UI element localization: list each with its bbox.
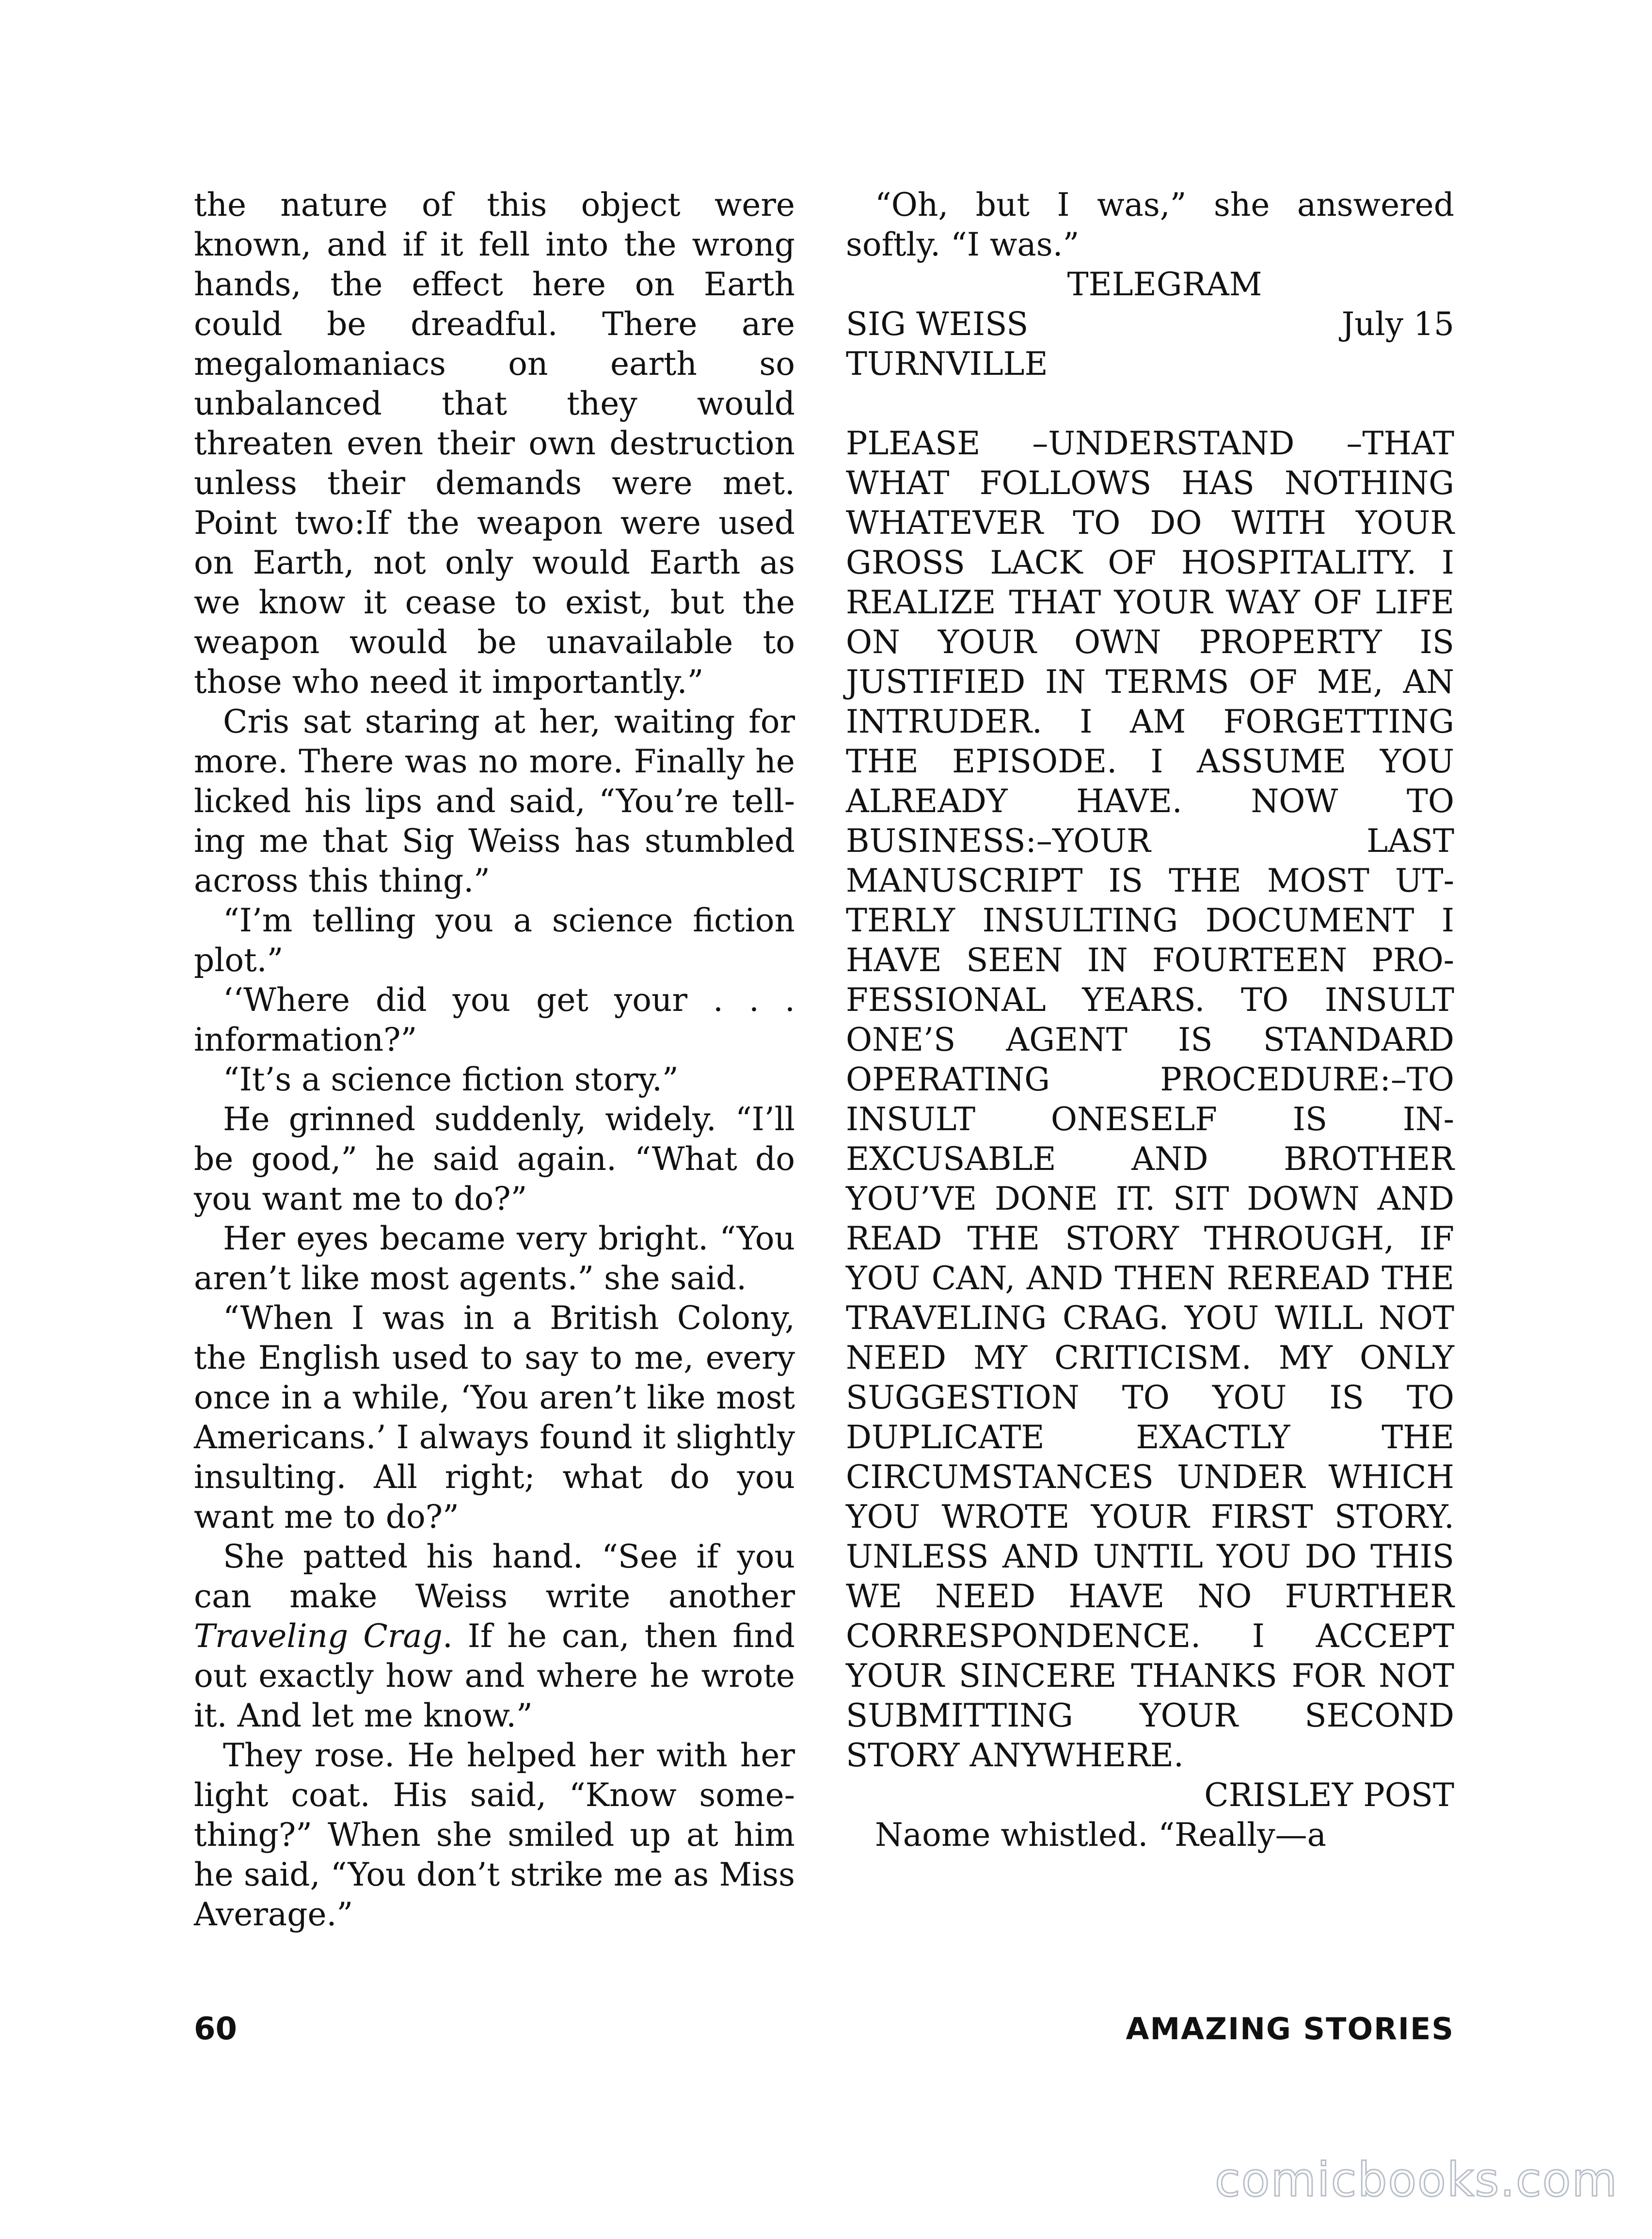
paragraph: “I’m telling you a science fiction plot.” — [194, 902, 795, 979]
paragraph: Her eyes became very bright. “You aren’t like most agents.” she said. — [194, 1220, 795, 1297]
telegram-title: TELEGRAM — [1067, 266, 1262, 303]
paragraph: ‘‘Where did you get your . . . information?” — [194, 981, 795, 1058]
paragraph: the nature of this object were known, and if it fell into the wrong hands, the effect here on Earth could be dreadful. There are megalomaniacs on earth so unbalanced that they would threaten even their own destruction unless their demands were met. Point two:If the weapon were used on Earth, not only would Earth as we know it cease to exist, but the weapon would be unavailable to those who need it importantly.” — [194, 186, 795, 701]
telegram-date: July 15 — [1341, 305, 1454, 343]
right-column — [846, 185, 1454, 1855]
telegram-signature: CRISLEY POST — [1204, 1776, 1454, 1814]
paragraph: “When I was in a British Colony, the English used to say to me, every once in a while, ‘You aren’t like most Americans.’ I always found it slightly insulting. All right; what do you want me to do?” — [194, 1299, 795, 1535]
telegram-address — [846, 304, 1048, 384]
left-column — [194, 185, 795, 1935]
paragraph: Naome whistled. “Really—a — [875, 1816, 1327, 1854]
paragraph: They rose. He helped her with her light coat. His said, “Know something?” When she smiled up at him he said, “You don’t strike me as Miss Average.” — [194, 1737, 795, 1933]
recipient-town: TURNVILLE — [846, 345, 1048, 383]
paragraph: “Oh, but I was,” she answered softly. “I was.” — [846, 186, 1454, 263]
magazine-name: AMAZING STORIES — [1126, 2011, 1454, 2047]
story-title-italic: Traveling Crag — [194, 1617, 443, 1655]
paragraph: Cris sat staring at her, waiting for more. There was no more. Finally he licked his lips and said, “You’re telling me that Sig Weiss has stumbled across this thing.” — [194, 703, 795, 899]
paragraph: “It’s a science fiction story.” — [223, 1061, 679, 1098]
paragraph: He grinned suddenly, widely. “I’ll be good,” he said again. “What do you want me to do?” — [194, 1101, 795, 1217]
page-number: 60 — [194, 2011, 238, 2047]
paragraph-text: . If he can, then find out exactly how and where he wrote it. And let me know.” — [194, 1617, 795, 1734]
recipient-name: SIG WEISS — [846, 305, 1029, 343]
page-footer — [194, 2011, 1454, 2055]
telegram-body: PLEASE –UNDERSTAND –THAT WHAT FOLLOWS HAS NOTHING WHATEVER TO DO WITH YOUR GROSS LACK OF HOSPITALITY. I REALIZE THAT YOUR WAY OF LIFE ON YOUR OWN PROPERTY IS JUSTIFIED IN TERMS OF ME, AN INTRUDER. I AM FORGETTING THE EPISODE. I ASSUME YOU ALREADY HAVE. NOW TO BUSINESS:–YOUR LAST MANUSCRIPT IS THE MOST UTTERLY INSULTING DOCUMENT I HAVE SEEN IN FOURTEEN PROFESSIONAL YEARS. TO INSULT ONE’S AGENT IS STANDARD OPERATING PROCEDURE:–TO INSULT ONESELF IS INEXCUSABLE AND BROTHER YOU’VE DONE IT. SIT DOWN AND READ THE STORY THROUGH, IF YOU CAN, AND THEN REREAD THE TRAVELING CRAG. YOU WILL NOT NEED MY CRITICISM. MY ONLY SUGGESTION TO YOU IS TO DUPLICATE EXACTLY THE CIRCUMSTANCES UNDER WHICH YOU WROTE YOUR FIRST STORY. UNLESS AND UNTIL YOU DO THIS WE NEED HAVE NO FURTHER CORRESPONDENCE. I ACCEPT YOUR SINCERE THANKS FOR NOT SUBMITTING YOUR SECOND STORY ANYWHERE. — [846, 425, 1454, 1774]
paragraph-text: She patted his hand. “See if you can make Weiss write another — [194, 1538, 795, 1615]
paragraph — [194, 1537, 795, 1736]
watermark-logo: comicbooks.com — [1214, 2153, 1618, 2207]
telegram-header — [846, 304, 1454, 384]
